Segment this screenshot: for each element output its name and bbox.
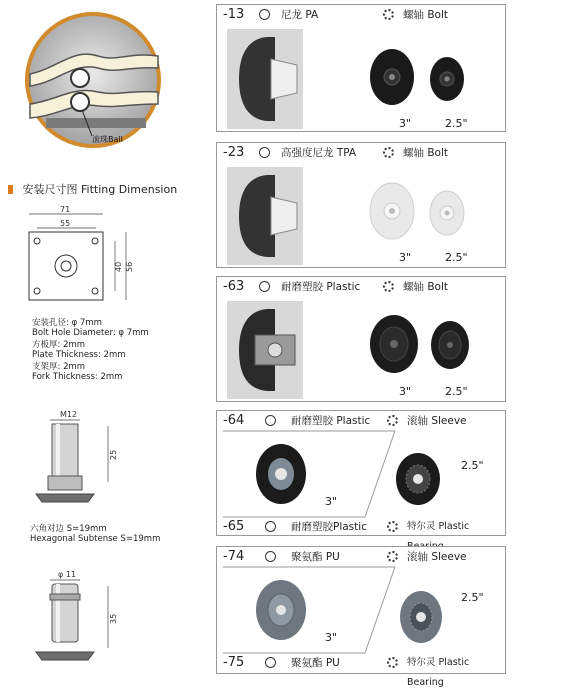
wheel-image-small: [429, 319, 471, 371]
material-label: 尼龙 PA: [281, 9, 319, 21]
hole-span-label: 55: [60, 219, 71, 228]
wheel-image-large: [367, 181, 417, 241]
bearing-ring-icon: [259, 147, 270, 158]
threaded-stem-drawing: [28, 408, 138, 518]
product-panel-23: [216, 142, 506, 268]
material-label-bottom: 聚氨酯 PU: [291, 657, 340, 669]
size-large-label: 3": [399, 385, 412, 398]
size-large-label: 3": [399, 117, 412, 130]
panel-header: [217, 143, 505, 163]
material-label: 高强度尼龙 TPA: [281, 147, 357, 159]
bearing-ring-icon: [259, 281, 270, 292]
material-label-top: 聚氨酯 PU: [291, 551, 340, 563]
product-code: -13: [223, 7, 245, 22]
bearing-label-bottom: 特尔灵 Plastic: [407, 521, 470, 532]
size-small-label: 2.5": [445, 117, 468, 130]
plate-cn: 方板厚: 2mm: [32, 340, 86, 350]
stem-height-label: 25: [109, 449, 118, 460]
fork-en: Fork Thickness: 2mm: [32, 372, 123, 382]
hex-en: Hexagonal Subtense S=19mm: [30, 534, 161, 544]
product-code-bottom: -65: [223, 519, 245, 534]
product-panel-64-65: [216, 410, 506, 536]
size-small-label: 2.5": [445, 251, 468, 264]
plate-height-label: 56: [125, 261, 134, 272]
wheel-image-small: [427, 189, 467, 237]
product-code-top: -74: [223, 549, 245, 564]
sprocket-icon: [383, 147, 394, 158]
size-small-label: 2.5": [461, 459, 484, 472]
size-large-label: 3": [399, 251, 412, 264]
material-label-top: 耐磨塑胶 Plastic: [291, 415, 371, 427]
product-panel-13: [216, 4, 506, 132]
panel-header: [217, 277, 505, 297]
grip-stem-drawing: [28, 568, 138, 678]
thread-label: M12: [60, 410, 78, 419]
bearing-callout-illustration: [18, 8, 168, 158]
material-label-bottom: 耐磨塑胶Plastic: [291, 521, 367, 533]
product-panel-74-75: [216, 546, 506, 688]
size-large-label: 3": [325, 631, 338, 644]
hex-cn: 六角对边 S=19mm: [30, 524, 107, 534]
fitting-heading: [8, 181, 177, 197]
wheel-section-image: [227, 301, 303, 399]
bearing-label: 螺轴 Bolt: [403, 147, 448, 159]
size-small-label: 2.5": [461, 591, 484, 604]
hole-en: Bolt Hole Diameter: φ 7mm: [32, 328, 149, 338]
product-code-top: -64: [223, 413, 245, 428]
product-code: -63: [223, 279, 245, 294]
heading-marker-icon: [8, 185, 13, 194]
wheel-image-large: [367, 313, 421, 375]
fork-cn: 支架厚: 2mm: [32, 362, 86, 372]
panel-header-bottom: [217, 653, 505, 688]
size-large-label: 3": [325, 495, 338, 508]
wheel-image-small: [397, 589, 445, 645]
panel-header: [217, 5, 505, 25]
sprocket-icon: [387, 521, 398, 532]
product-code-bottom: -75: [223, 655, 245, 670]
wheel-section-image: [227, 167, 303, 265]
wheel-image-large: [253, 577, 309, 643]
wheel-section-image: [227, 29, 303, 129]
bearing-label-top: 滚轴 Sleeve: [407, 415, 467, 427]
hex-specs: [30, 524, 160, 544]
size-small-label: 2.5": [445, 385, 468, 398]
material-label: 耐磨塑胶 Plastic: [281, 281, 361, 293]
sprocket-icon: [383, 281, 394, 292]
ball-label: 滚珠Ball: [92, 135, 123, 144]
wheel-image-large: [367, 47, 417, 107]
panel-header-bottom: [217, 517, 505, 537]
wheel-image-small: [427, 55, 467, 103]
product-code: -23: [223, 145, 245, 160]
wheel-image-small: [393, 451, 443, 507]
stem-diameter-label: φ 11: [58, 570, 76, 579]
plate-width-label: 71: [60, 205, 71, 214]
bearing-label-top: 滚轴 Sleeve: [407, 551, 467, 563]
fitting-title: 安装尺寸图 Fitting Dimension: [22, 183, 178, 196]
bearing-ring-icon: [265, 657, 276, 668]
bearing-ring-icon: [259, 9, 270, 20]
stem2-height-label: 35: [109, 613, 118, 624]
bearing-label-bottom: 特尔灵 Plastic Bearing: [407, 657, 470, 688]
sprocket-icon: [383, 9, 394, 20]
plate-en: Plate Thickness: 2mm: [32, 350, 126, 360]
bearing-ring-icon: [265, 521, 276, 532]
bearing-label: 螺轴 Bolt: [403, 9, 448, 21]
hole-vspan-label: 40: [114, 261, 123, 272]
wheel-image-large: [253, 441, 309, 507]
bearing-label: 螺轴 Bolt: [403, 281, 448, 293]
sprocket-icon: [387, 657, 398, 668]
hole-cn: 安装孔径: φ 7mm: [32, 318, 102, 328]
product-panel-63: [216, 276, 506, 402]
top-plate-drawing: [20, 206, 140, 310]
plate-specs: [32, 318, 149, 382]
